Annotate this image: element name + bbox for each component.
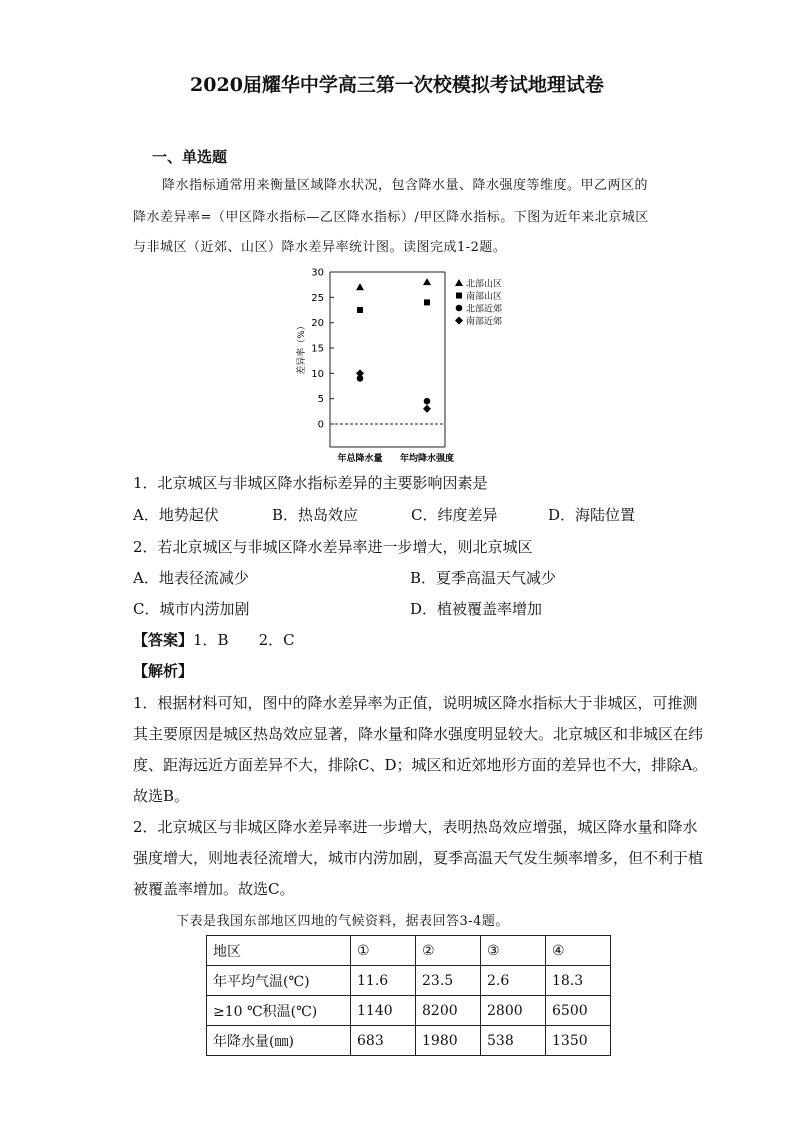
chart-legend (455, 278, 502, 328)
data-point-diamond (423, 405, 431, 413)
page-title: 2020届耀华中学高三第一次校模拟考试地理试卷 (190, 74, 604, 96)
intro-line-2: 降水差异率=（甲区降水指标—乙区降水指标）/甲区降水指标。下图为近年来北京城区 (133, 210, 649, 225)
table-cell: 年平均气温(℃) (207, 966, 351, 996)
intro-line-3: 与非城区（近郊、山区）降水差异率统计图。读图完成1-2题。 (133, 240, 507, 255)
data-point-diamond (356, 369, 364, 377)
table-row (207, 996, 611, 1026)
table-header-cell: ① (351, 936, 416, 966)
table-cell: ≥10 ℃积温(℃) (207, 996, 351, 1026)
x-label-1: 年均降水强度 (399, 454, 455, 464)
legend-label: 南部近郊 (466, 317, 503, 327)
q2-option-d[interactable]: D．植被覆盖率增加 (410, 600, 543, 618)
table-cell: 23.5 (416, 966, 481, 996)
y-axis-label: 差异率（%） (297, 321, 307, 375)
legend-label: 北部山区 (466, 279, 503, 290)
table-row (207, 966, 611, 996)
data-point-square (424, 299, 430, 305)
table-header-row (207, 936, 611, 966)
table-cell: 18.3 (546, 966, 611, 996)
legend-marker-diamond (455, 317, 463, 325)
table-cell: 2.6 (481, 966, 546, 996)
q2-option-a[interactable]: A．地表径流减少 (133, 569, 249, 587)
q1-option-c[interactable]: C．纬度差异 (411, 506, 498, 524)
table-header-cell: ③ (481, 936, 546, 966)
table-cell: 683 (351, 1026, 416, 1056)
data-point-triangle (356, 283, 364, 290)
q2-option-b[interactable]: B．夏季高温天气减少 (410, 569, 557, 587)
table-intro: 下表是我国东部地区四地的气候资料，据表回答3-4题。 (176, 914, 509, 929)
table-row (207, 1026, 611, 1056)
table-header-cell: ② (416, 936, 481, 966)
climate-table (206, 935, 611, 1056)
analysis-label: 【解析】 (133, 662, 194, 680)
legend-marker-triangle (455, 279, 463, 286)
analysis-line-1: 1．根据材料可知，图中的降水差异率为正值，说明城区降水指标大于非城区，可推测 (133, 694, 698, 712)
table-cell: 2800 (481, 996, 546, 1026)
q1-option-d[interactable]: D．海陆位置 (548, 506, 636, 524)
legend-marker-square (456, 293, 462, 299)
legend-label: 南部山区 (466, 292, 503, 302)
table-cell: 11.6 (351, 966, 416, 996)
answer-line (133, 629, 295, 650)
q1-option-a[interactable]: A．地势起伏 (133, 506, 219, 524)
answer-label: 【答案】 (133, 631, 194, 649)
table-cell: 8200 (416, 996, 481, 1026)
table-cell: 1140 (351, 996, 416, 1026)
y-tick-label: 10 (311, 368, 324, 380)
legend-marker-circle (456, 305, 463, 312)
table-cell: 6500 (546, 996, 611, 1026)
y-tick-label: 5 (317, 394, 324, 406)
y-tick-label: 30 (311, 267, 324, 279)
table-cell: 1980 (416, 1026, 481, 1056)
data-point-circle (424, 398, 431, 405)
table-cell: 538 (481, 1026, 546, 1056)
analysis-line-2: 其主要原因是城区热岛效应显著，降水量和降水强度明显较大。北京城区和非城区在纬 (133, 725, 704, 743)
analysis-line-6: 强度增大，则地表径流增大，城市内涝加剧，夏季高温天气发生频率增多，但不利于植 (133, 849, 704, 867)
x-label-0: 年总降水量 (337, 454, 383, 464)
data-point-square (357, 307, 363, 313)
analysis-line-5: 2．北京城区与非城区降水差异率进一步增大，表明热岛效应增强，城区降水量和降水 (133, 818, 698, 836)
section-heading: 一、单选题 (152, 148, 228, 166)
intro-line-1: 降水指标通常用来衡量区域降水状况，包含降水量、降水强度等维度。甲乙两区的 (162, 178, 649, 193)
analysis-line-7: 被覆盖率增加。故选C。 (133, 880, 295, 898)
table-cell: 年降水量(㎜) (207, 1026, 351, 1056)
y-tick-label: 15 (311, 343, 324, 355)
answer-text: 1．B 2．C (193, 631, 295, 649)
q1-option-b[interactable]: B．热岛效应 (272, 506, 359, 524)
table-header-cell: ④ (546, 936, 611, 966)
y-tick-label: 20 (311, 318, 324, 330)
table-header-cell: 地区 (207, 936, 351, 966)
analysis-line-3: 度、距海远近方面差异不大，排除C、D；城区和近郊地形方面的差异也不大，排除A。 (133, 756, 708, 774)
q2-option-c[interactable]: C．城市内涝加剧 (133, 600, 250, 618)
y-tick-label: 25 (311, 292, 324, 304)
q2-stem: 2．若北京城区与非城区降水差异率进一步增大，则北京城区 (133, 538, 533, 556)
legend-label: 北部近郊 (466, 304, 503, 315)
precipitation-difference-chart (290, 262, 530, 466)
q1-stem: 1．北京城区与非城区降水指标差异的主要影响因素是 (133, 474, 488, 492)
data-point-triangle (423, 278, 431, 285)
analysis-line-4: 故选B。 (133, 787, 190, 805)
y-tick-label: 0 (317, 419, 324, 431)
table-cell: 1350 (546, 1026, 611, 1056)
